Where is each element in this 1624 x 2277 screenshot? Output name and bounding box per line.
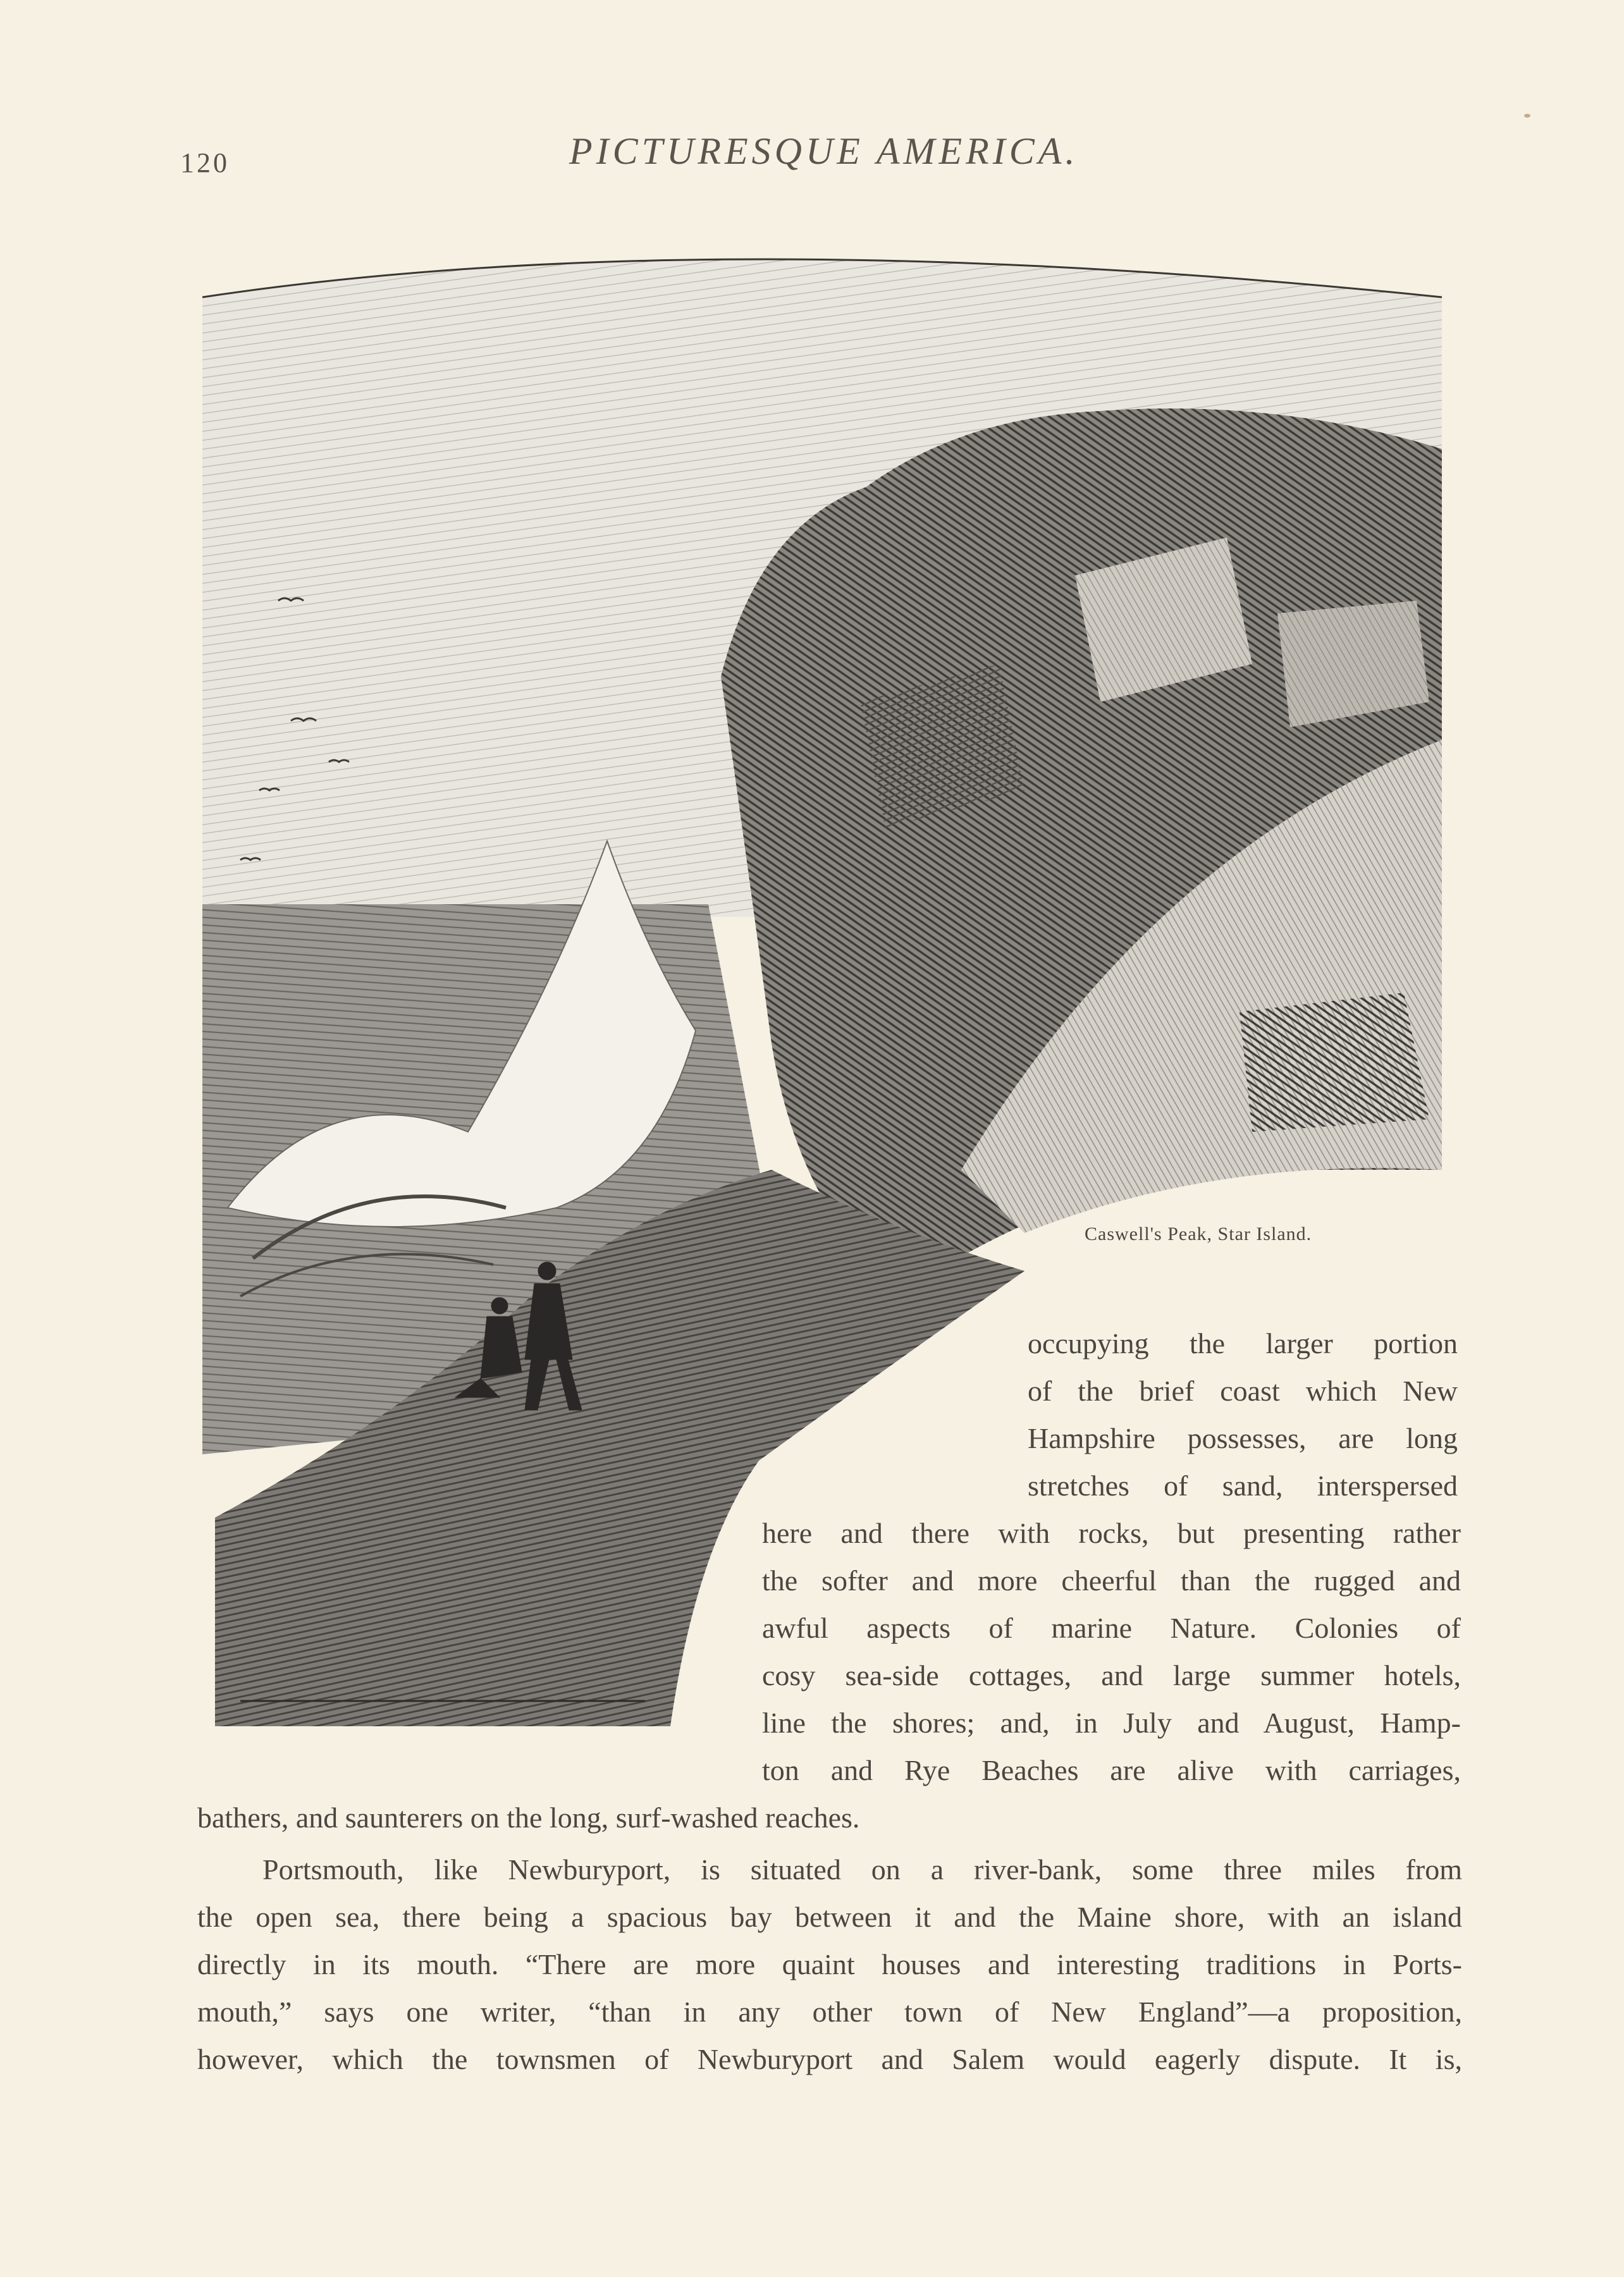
text-line: Hampshire possesses, are long — [1028, 1422, 1458, 1454]
page-number: 120 — [180, 147, 230, 178]
text-line: awful aspects of marine Nature. Colonies of — [762, 1612, 1461, 1644]
text-line: Portsmouth, like Newburyport, is situated on a river-bank, some three miles from — [262, 1853, 1462, 1886]
text-line: directly in its mouth. “There are more quaint houses and interesting traditions in Ports- — [197, 1948, 1462, 1980]
text-line: line the shores; and, in July and August, Hamp- — [762, 1707, 1461, 1739]
figure-caption: Caswell's Peak, Star Island. — [1085, 1224, 1312, 1244]
text-line: the softer and more cheerful than the rugged and — [762, 1564, 1461, 1597]
text-line: cosy sea-side cottages, and large summer hotels, — [762, 1659, 1461, 1691]
text-line: of the brief coast which New — [1028, 1375, 1458, 1407]
text-line: however, which the townsmen of Newburyport and Salem would eagerly dispute. It is, — [197, 2043, 1462, 2075]
text-line: stretches of sand, interspersed — [1028, 1470, 1458, 1502]
text-line: the open sea, there being a spacious bay between it and the Maine shore, with an island — [197, 1901, 1462, 1933]
running-head: PICTURESQUE AMERICA. — [569, 130, 1079, 172]
paper-stain — [1524, 114, 1530, 118]
text-line: ton and Rye Beaches are alive with carriages, — [762, 1754, 1461, 1786]
text-line: occupying the larger portion — [1028, 1327, 1458, 1359]
text-line: mouth,” says one writer, “than in any other town of New England”—a proposition, — [197, 1996, 1462, 2028]
text-line: here and there with rocks, but presenting rather — [762, 1517, 1461, 1549]
text-line: bathers, and saunterers on the long, surf-washed reaches. — [197, 1801, 860, 1834]
